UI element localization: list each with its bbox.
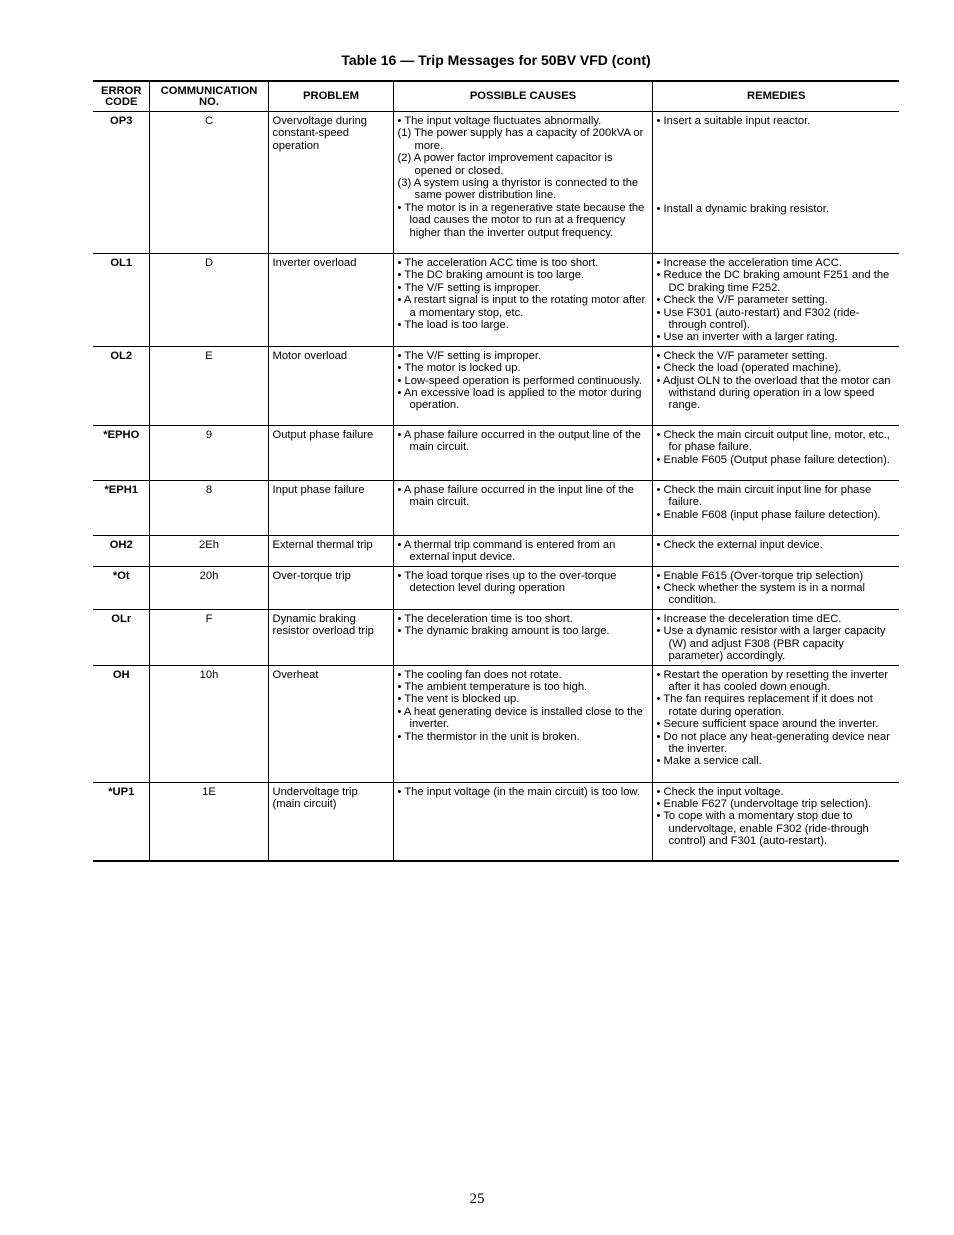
cause-item: • The motor is locked up. bbox=[397, 362, 521, 375]
remedy-item: • Check the external input device. bbox=[656, 538, 823, 551]
cause-item: (3) A system using a thyristor is connected to the same power distribution line. bbox=[397, 177, 639, 202]
remedies-cell bbox=[652, 782, 899, 861]
problem-line: (main circuit) bbox=[272, 797, 337, 810]
cause-item: • A heat generating device is installed close to the inverter. bbox=[397, 705, 643, 731]
cause-item: • The cooling fan does not rotate. bbox=[397, 668, 562, 681]
problem-line: constant-speed bbox=[272, 127, 349, 140]
communication-no-cell: F bbox=[149, 609, 268, 665]
problem-line: Input phase failure bbox=[272, 483, 365, 496]
remedy-item: • Check the input voltage. bbox=[656, 785, 784, 798]
cause-item: • An excessive load is applied to the motor during operation. bbox=[397, 387, 642, 412]
remedies-cell bbox=[652, 609, 899, 665]
possible-causes-cell bbox=[393, 665, 652, 782]
table-body bbox=[93, 112, 899, 862]
remedy-item: • Increase the acceleration time ACC. bbox=[656, 257, 842, 269]
cause-item: • The load torque rises up to the over-torque detection level during operation bbox=[397, 569, 617, 595]
remedies-cell bbox=[652, 665, 899, 782]
cause-item: • The input voltage fluctuates abnormally. bbox=[397, 115, 602, 127]
cause-item: • The V/F setting is improper. bbox=[397, 281, 542, 294]
remedy-item: • Check the main circuit input line for phase failure. bbox=[656, 483, 872, 509]
page-number: 25 bbox=[469, 1191, 485, 1207]
possible-causes-cell bbox=[393, 112, 652, 254]
possible-causes-cell bbox=[393, 566, 652, 609]
problem-cell bbox=[268, 346, 393, 425]
cause-item: • The DC braking amount is too large. bbox=[397, 269, 585, 282]
error-code-cell: OLr bbox=[111, 612, 132, 625]
error-code-cell: OL1 bbox=[110, 257, 133, 269]
error-code-cell: OL2 bbox=[110, 349, 133, 362]
possible-causes-cell bbox=[393, 480, 652, 535]
remedies-cell bbox=[652, 566, 899, 609]
header-comm-line: NO. bbox=[199, 96, 219, 108]
error-code-cell: OH bbox=[112, 668, 130, 681]
table-row bbox=[93, 566, 899, 609]
table-row bbox=[93, 782, 899, 861]
remedy-item: • Check whether the system is in a normal condition. bbox=[656, 582, 865, 607]
remedies-cell bbox=[652, 254, 899, 347]
remedy-item: • The fan requires replacement if it does not rotate during operation. bbox=[656, 693, 873, 718]
possible-causes-cell bbox=[393, 609, 652, 665]
problem-cell bbox=[268, 609, 393, 665]
possible-causes-cell bbox=[393, 535, 652, 566]
cause-item: • The vent is blocked up. bbox=[397, 693, 520, 706]
problem-cell bbox=[268, 665, 393, 782]
remedy-item: • Do not place any heat-generating device near the inverter. bbox=[656, 730, 890, 755]
remedy-item: • Increase the deceleration time dEC. bbox=[656, 612, 842, 625]
error-code-cell: OH2 bbox=[109, 538, 133, 551]
remedy-item: • To cope with a momentary stop due to undervoltage, enable F302 (ride-through control) and F301 (auto-restart). bbox=[656, 810, 869, 848]
cause-item: • The motor is in a regenerative state because the load causes the motor to run at a frequency higher than the inverter output frequency. bbox=[397, 201, 645, 239]
cause-item: • A phase failure occurred in the input line of the main circuit. bbox=[397, 483, 635, 509]
possible-causes-cell bbox=[393, 782, 652, 861]
cause-item: • Low-speed operation is performed continuously. bbox=[397, 374, 642, 387]
cause-item: • The load is too large. bbox=[397, 319, 509, 332]
error-code-cell: *Ot bbox=[112, 569, 130, 582]
remedy-item: • Enable F608 (input phase failure detection). bbox=[656, 508, 881, 521]
possible-causes-cell bbox=[393, 346, 652, 425]
remedies-cell bbox=[652, 346, 899, 425]
table-row bbox=[93, 346, 899, 425]
problem-cell bbox=[268, 480, 393, 535]
communication-no-cell: 10h bbox=[149, 665, 268, 782]
remedy-item: • Enable F627 (undervoltage trip selection). bbox=[656, 797, 872, 810]
problem-line: Motor overload bbox=[272, 349, 348, 362]
cause-item: • The dynamic braking amount is too large. bbox=[397, 625, 610, 638]
trip-messages-table bbox=[93, 80, 899, 862]
problem-cell bbox=[268, 566, 393, 609]
header-error-code-line: CODE bbox=[105, 96, 138, 108]
remedy-item: • Use an inverter with a larger rating. bbox=[656, 331, 838, 344]
table-title: Table 16 — Trip Messages for 50BV VFD (cont) bbox=[341, 52, 651, 68]
remedy-item: • Reduce the DC braking amount F251 and the DC braking time F252. bbox=[656, 269, 890, 294]
remedies-cell bbox=[652, 112, 899, 254]
remedy-item: • Secure sufficient space around the inverter. bbox=[656, 718, 879, 731]
header-communication-no bbox=[149, 81, 268, 112]
header-error-code bbox=[93, 81, 149, 112]
cause-item: • The V/F setting is improper. bbox=[397, 349, 542, 362]
problem-line: Overvoltage during bbox=[272, 115, 368, 127]
problem-line: Over-torque trip bbox=[272, 569, 351, 582]
cause-item: • The acceleration ACC time is too short. bbox=[397, 257, 599, 269]
remedy-item: • Check the V/F parameter setting. bbox=[656, 294, 828, 307]
problem-line: Inverter overload bbox=[272, 257, 357, 269]
header-remedies: REMEDIES bbox=[652, 81, 899, 112]
possible-causes-cell bbox=[393, 254, 652, 347]
remedy-item: • Check the load (operated machine). bbox=[656, 362, 842, 375]
error-code-cell: OP3 bbox=[110, 115, 133, 127]
problem-line: Output phase failure bbox=[272, 428, 374, 441]
communication-no-cell: C bbox=[149, 112, 268, 254]
remedy-item: • Restart the operation by resetting the inverter after it has cooled down enough. bbox=[656, 668, 889, 693]
problem-line: Undervoltage trip bbox=[272, 785, 358, 798]
remedy-item: • Make a service call. bbox=[656, 755, 762, 768]
communication-no-cell: 9 bbox=[149, 425, 268, 480]
header-problem: PROBLEM bbox=[268, 81, 393, 112]
cause-item: • The thermistor in the unit is broken. bbox=[397, 730, 580, 743]
table-row bbox=[93, 112, 899, 254]
cause-item: • A thermal trip command is entered from an external input device. bbox=[397, 538, 616, 564]
problem-line: operation bbox=[272, 139, 320, 152]
remedy-item: • Use a dynamic resistor with a larger capacity (W) and adjust F308 (PBR capacity parameter) accordingly. bbox=[656, 625, 886, 663]
header-error-code-line: ERROR bbox=[101, 84, 142, 97]
table-row bbox=[93, 535, 899, 566]
communication-no-cell: D bbox=[149, 254, 268, 347]
problem-line: Overheat bbox=[272, 668, 319, 681]
problem-cell bbox=[268, 425, 393, 480]
cause-item: • The deceleration time is too short. bbox=[397, 612, 573, 625]
table-row bbox=[93, 480, 899, 535]
table-row bbox=[93, 609, 899, 665]
header-possible-causes: POSSIBLE CAUSES bbox=[393, 81, 652, 112]
cause-item: • The ambient temperature is too high. bbox=[397, 680, 588, 693]
communication-no-cell: E bbox=[149, 346, 268, 425]
cause-item: (1) The power supply has a capacity of 200kVA or more. bbox=[397, 127, 644, 152]
problem-cell bbox=[268, 782, 393, 861]
problem-cell bbox=[268, 535, 393, 566]
remedy-item: • Check the V/F parameter setting. bbox=[656, 349, 828, 362]
error-code-cell: *EPH1 bbox=[104, 483, 139, 496]
error-code-cell: *EPHO bbox=[103, 428, 140, 441]
possible-causes-cell bbox=[393, 425, 652, 480]
cause-item: • The input voltage (in the main circuit) is too low. bbox=[397, 785, 640, 798]
cause-item: (2) A power factor improvement capacitor is opened or closed. bbox=[397, 152, 613, 177]
remedies-cell bbox=[652, 480, 899, 535]
remedy-item: • Adjust OLN to the overload that the motor can withstand during operation in a low speed range. bbox=[656, 374, 891, 412]
remedy-item: • Insert a suitable input reactor. bbox=[656, 115, 811, 127]
remedy-item: • Check the main circuit output line, motor, etc., for phase failure. bbox=[656, 428, 890, 454]
problem-cell bbox=[268, 254, 393, 347]
remedies-cell bbox=[652, 425, 899, 480]
table-row bbox=[93, 254, 899, 347]
cause-item: • A phase failure occurred in the output line of the main circuit. bbox=[397, 428, 641, 454]
problem-line: Dynamic braking bbox=[272, 612, 356, 625]
header-comm-line: COMMUNICATION bbox=[160, 84, 258, 97]
remedy-item: • Install a dynamic braking resistor. bbox=[656, 203, 829, 216]
remedy-item: • Enable F605 (Output phase failure detection). bbox=[656, 453, 890, 466]
header-row bbox=[93, 81, 899, 112]
remedy-item: • Use F301 (auto-restart) and F302 (ride-through control). bbox=[656, 306, 860, 332]
cause-item: • A restart signal is input to the rotating motor after a momentary stop, etc. bbox=[397, 294, 646, 319]
remedy-item: • Enable F615 (Over-torque trip selection) bbox=[656, 569, 864, 582]
communication-no-cell: 8 bbox=[149, 480, 268, 535]
error-code-cell: *UP1 bbox=[108, 785, 135, 798]
problem-cell bbox=[268, 112, 393, 254]
communication-no-cell: 1E bbox=[149, 782, 268, 861]
problem-line: External thermal trip bbox=[272, 538, 373, 551]
communication-no-cell: 2Eh bbox=[149, 535, 268, 566]
communication-no-cell: 20h bbox=[149, 566, 268, 609]
remedies-cell bbox=[652, 535, 899, 566]
problem-line: resistor overload trip bbox=[272, 625, 374, 638]
table-row bbox=[93, 665, 899, 782]
table-row bbox=[93, 425, 899, 480]
